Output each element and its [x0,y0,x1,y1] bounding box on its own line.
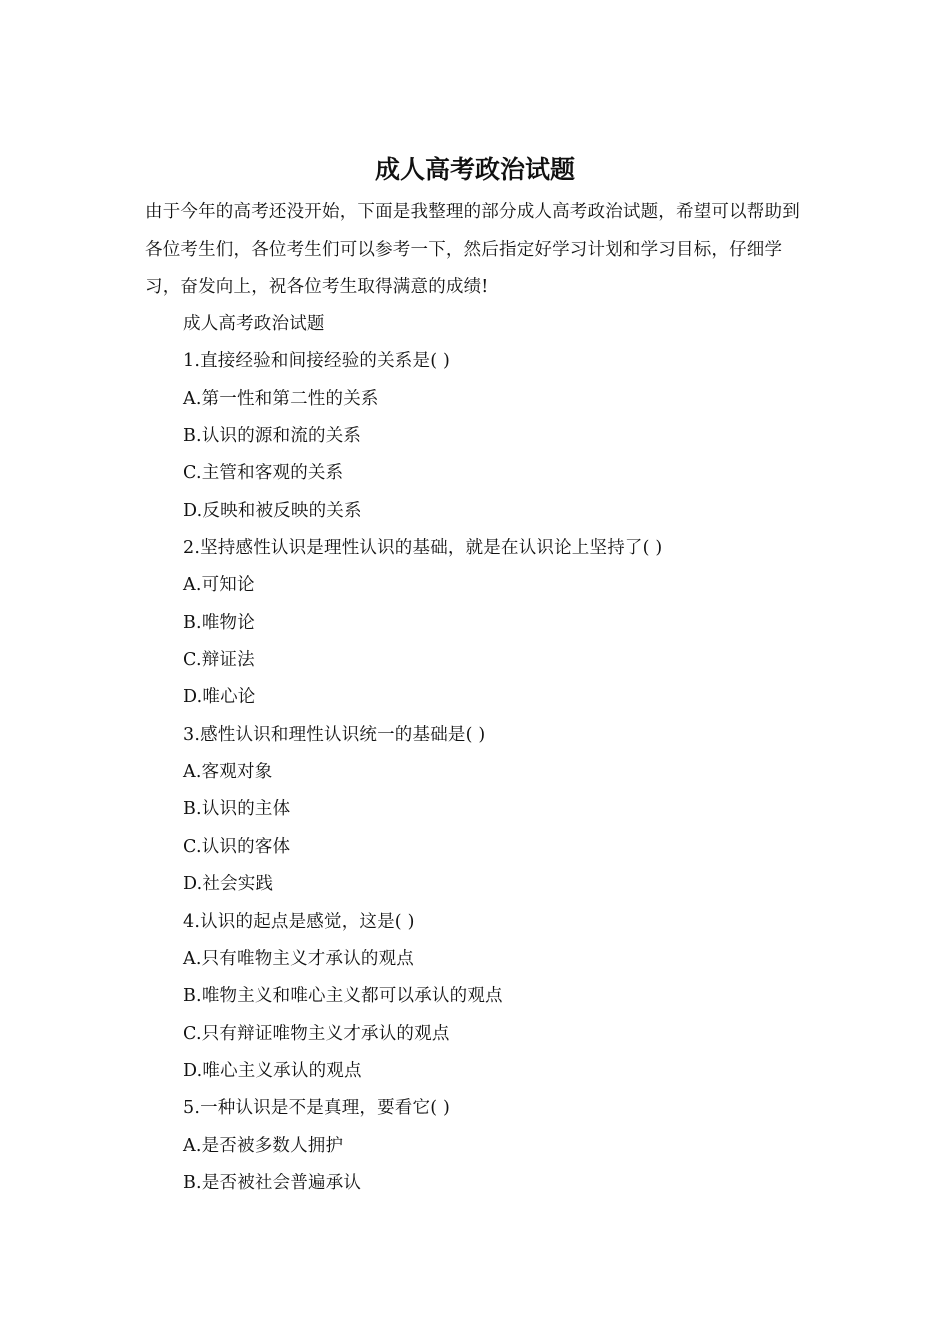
page-title: 成人高考政治试题 [374,155,575,184]
question-stem: 3.感性认识和理性认识统一的基础是( ) [183,724,486,745]
intro-paragraph: 由于今年的高考还没开始，下面是我整理的部分成人高考政治试题，希望可以帮助到各位考生们，各位考生们可以参考一下，然后指定好学习计划和学习目标，仔细学习，奋发向上，祝各位考生取得满意的成绩! [145,202,800,297]
answer-option: A.客观对象 [183,762,273,783]
answer-option: D.唯心主义承认的观点 [183,1060,362,1081]
answer-option: C.只有辩证唯物主义才承认的观点 [183,1023,450,1044]
question-stem: 4.认识的起点是感觉，这是( ) [183,911,415,932]
answer-option: C.认识的客体 [183,836,291,857]
question-stem: 1.直接经验和间接经验的关系是( ) [183,351,451,372]
question-list [183,306,823,1202]
answer-option: B.唯物论 [183,612,255,633]
answer-option: A.是否被多数人拥护 [183,1135,344,1156]
answer-option: D.反映和被反映的关系 [183,500,362,521]
answer-option: A.可知论 [183,575,255,596]
answer-option: B.是否被社会普遍承认 [183,1172,362,1193]
subheading: 成人高考政治试题 [183,314,325,334]
answer-option: C.辩证法 [183,650,255,671]
question-stem: 2.坚持感性认识是理性认识的基础，就是在认识论上坚持了( ) [183,538,663,559]
answer-option: D.唯心论 [183,687,256,708]
answer-option: B.唯物主义和唯心主义都可以承认的观点 [183,986,503,1007]
question-stem: 5.一种认识是不是真理，要看它( ) [183,1098,451,1119]
answer-option: C.主管和客观的关系 [183,463,344,484]
answer-option: B.认识的源和流的关系 [183,426,362,447]
answer-option: A.只有唯物主义才承认的观点 [183,948,414,969]
answer-option: D.社会实践 [183,874,274,895]
answer-option: B.认识的主体 [183,799,291,820]
answer-option: A.第一性和第二性的关系 [183,388,379,409]
